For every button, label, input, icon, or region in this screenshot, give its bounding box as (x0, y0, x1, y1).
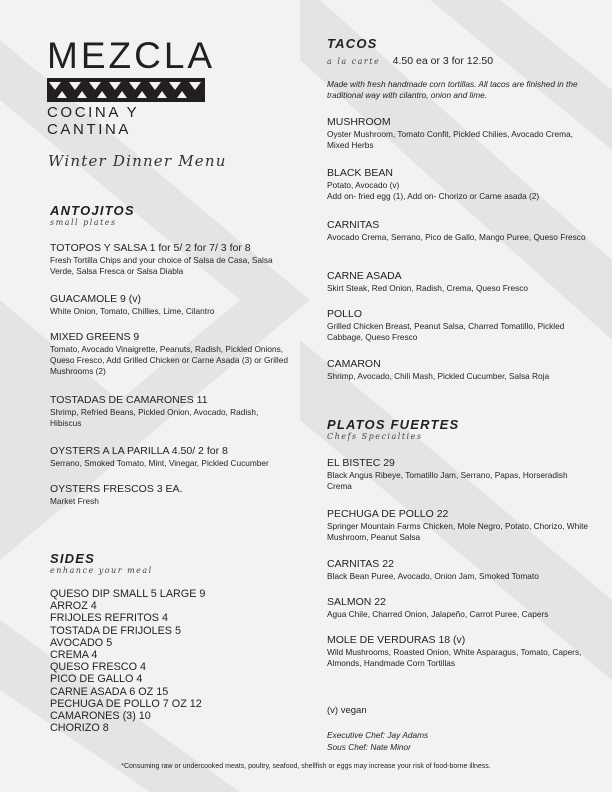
item-desc: Springer Mountain Farms Chicken, Mole Negro, Potato, Chorizo, White Mushroom, Peanut Salsa (327, 521, 588, 542)
side-item: FRIJOLES REFRITOS 4 (50, 612, 168, 625)
plato-item (327, 634, 589, 669)
item-name: POLLO (327, 308, 363, 320)
antojitos-item (50, 331, 290, 377)
item-name: TOTOPOS Y SALSA 1 for 5/ 2 for 7/ 3 for 8 (50, 242, 251, 254)
food-safety-disclaimer: *Consuming raw or undercooked meats, poultry, seafood, shellfish or eggs may increase your risk of food-borne illness. (121, 763, 491, 770)
item-name: CAMARON (327, 358, 381, 370)
item-name: CARNE ASADA (327, 270, 402, 282)
side-item: CHORIZO 8 (50, 722, 109, 735)
taco-item (327, 167, 589, 202)
antojitos-title: ANTOJITOS (50, 203, 135, 218)
item-desc: Black Angus Ribeye, Tomatillo Jam, Serrano, Papas, Horseradish Crema (327, 470, 568, 491)
item-name: GUACAMOLE 9 (v) (50, 293, 142, 305)
item-name: OYSTERS A LA PARILLA 4.50/ 2 for 8 (50, 445, 228, 457)
item-name: PECHUGA DE POLLO 22 (327, 508, 449, 520)
plato-item (327, 508, 589, 543)
item-desc: Potato, Avocado (v) Add on- fried egg (1), Add on- Chorizo or Carne asada (2) (327, 180, 540, 201)
platos-subtitle: Chefs Specialties (327, 432, 423, 441)
item-desc: Agua Chile, Charred Onion, Jalapeño, Carrot Puree, Capers (327, 609, 549, 619)
antojitos-item (50, 483, 290, 507)
side-item: QUESO DIP SMALL 5 LARGE 9 (50, 588, 206, 600)
item-desc: Grilled Chicken Breast, Peanut Salsa, Charred Tomatillo, Pickled Cabbage, Queso Fresco (327, 321, 565, 342)
brand-name: MEZCLA (47, 35, 216, 76)
plato-item (327, 558, 589, 582)
season-title: Winter Dinner Menu (48, 152, 227, 170)
taco-item (327, 358, 589, 382)
side-item: PECHUGA DE POLLO 7 OZ 12 (50, 697, 202, 710)
sides-subtitle: enhance your meal (50, 566, 153, 575)
item-desc: Tomato, Avocado Vinaigrette, Peanuts, Radish, Pickled Onions, Queso Fresco, Add Grilled Chicken or Carne Asada (3) or Grilled Mushrooms (2) (50, 344, 288, 376)
antojitos-item (50, 394, 290, 429)
item-desc: Shrimp, Avocado, Chili Mash, Pickled Cucumber, Salsa Roja (327, 371, 550, 381)
taco-item (327, 116, 589, 151)
plato-item (327, 457, 589, 492)
side-item: TOSTADA DE FRIJOLES 5 (50, 624, 181, 637)
side-item: CAMARONES (3) 10 (50, 710, 151, 723)
item-name: MIXED GREENS 9 (50, 331, 140, 343)
item-desc: Market Fresh (50, 496, 99, 506)
item-name: MUSHROOM (327, 116, 391, 128)
sides-list (50, 588, 290, 734)
item-name: BLACK BEAN (327, 167, 393, 179)
vegan-legend: (v) vegan (327, 705, 367, 716)
sides-section (50, 552, 290, 576)
item-desc: Black Bean Puree, Avocado, Onion Jam, Smoked Tomato (327, 571, 539, 581)
antojitos-subtitle: small plates (50, 218, 117, 227)
platos-title: PLATOS FUERTES (327, 417, 460, 432)
item-name: CARNITAS (327, 219, 380, 231)
item-name: EL BISTEC 29 (327, 457, 395, 469)
side-item: QUESO FRESCO 4 (50, 661, 146, 674)
tacos-intro: Made with fresh handmade corn tortillas. All tacos are finished in the traditional way with cilantro, onion and lime. (327, 79, 578, 100)
side-item: ARROZ 4 (50, 600, 97, 613)
side-item: PICO DE GALLO 4 (50, 673, 143, 686)
platos-section (327, 418, 589, 442)
item-name: TOSTADAS DE CAMARONES 11 (50, 394, 208, 406)
tacos-title: TACOS (327, 36, 378, 51)
item-desc: Oyster Mushroom, Tomato Confit, Pickled Chilies, Avocado Crema, Mixed Herbs (327, 129, 573, 150)
item-desc: Avocado Crema, Serrano, Pico de Gallo, Mango Puree, Queso Fresco (327, 232, 586, 242)
side-item: CARNE ASADA 6 OZ 15 (50, 685, 169, 698)
item-name: CARNITAS 22 (327, 558, 394, 570)
item-desc: Skirt Steak, Red Onion, Radish, Crema, Queso Fresco (327, 283, 529, 293)
plato-item (327, 596, 589, 620)
brand-block (47, 36, 217, 138)
side-item: AVOCADO 5 (50, 636, 113, 649)
tacos-section (327, 37, 589, 69)
side-item: CREMA 4 (50, 649, 98, 662)
brand-subtitle: COCINA Y CANTINA (47, 104, 139, 138)
aztec-pattern-logo (47, 78, 205, 102)
sides-title: SIDES (50, 551, 96, 566)
executive-chef: Executive Chef: Jay Adams (327, 730, 429, 740)
item-name: OYSTERS FRESCOS 3 EA. (50, 483, 183, 495)
item-desc: Serrano, Smoked Tomato, Mint, Vinegar, Pickled Cucumber (50, 458, 269, 468)
sous-chef: Sous Chef: Nate Minor (327, 742, 411, 752)
item-desc: Shrimp, Refried Beans, Pickled Onion, Avocado, Radish, Hibiscus (50, 407, 259, 428)
tacos-price: 4.50 ea or 3 for 12.50 (392, 55, 494, 67)
antojitos-item (50, 293, 290, 317)
antojitos-section (50, 204, 290, 228)
taco-item (327, 219, 589, 243)
taco-item (327, 270, 589, 294)
antojitos-item (50, 242, 290, 277)
item-desc: Fresh Tortilla Chips and your choice of Salsa de Casa, Salsa Verde, Salsa Fresca or Salsa Diabla (50, 255, 273, 276)
item-desc: Wild Mushrooms, Roasted Onion, White Asparagus, Tomato, Capers, Almonds, Handmade Corn Tortillas (327, 647, 582, 668)
taco-item (327, 308, 589, 343)
item-desc: White Onion, Tomato, Chillies, Lime, Cilantro (50, 306, 215, 316)
item-name: MOLE DE VERDURAS 18 (v) (327, 634, 466, 646)
antojitos-item (50, 445, 290, 469)
tacos-subtitle: a la carte (327, 57, 381, 66)
item-name: SALMON 22 (327, 596, 386, 608)
